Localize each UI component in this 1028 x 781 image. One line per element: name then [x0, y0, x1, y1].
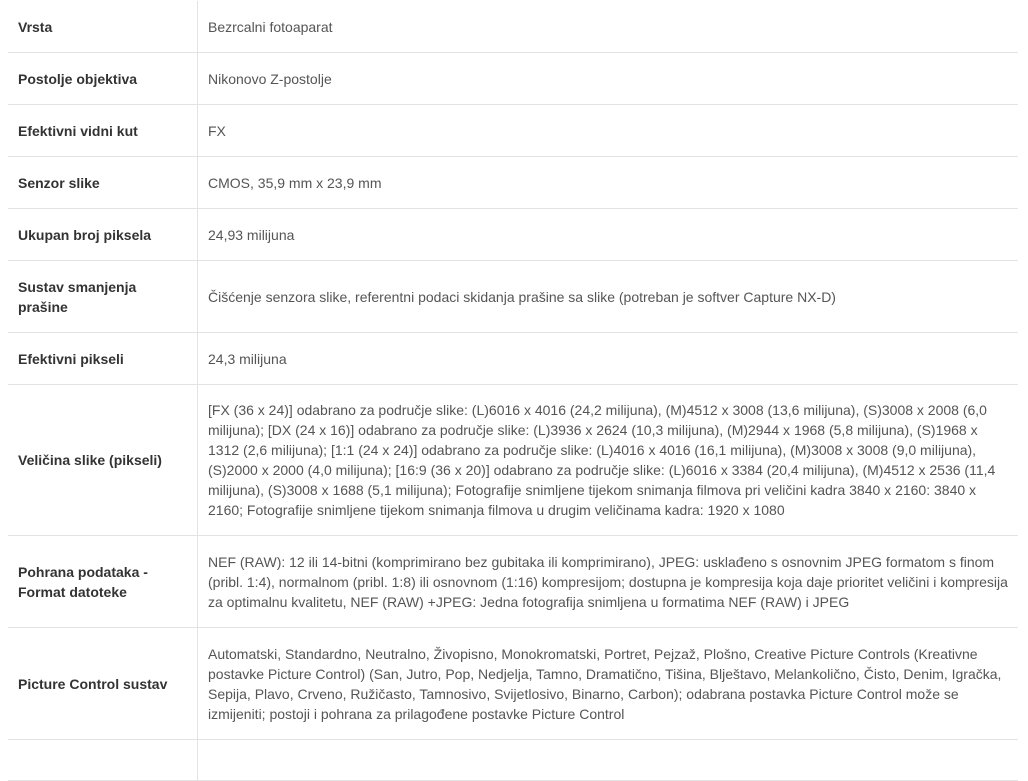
spec-label: Efektivni pikseli: [8, 333, 198, 384]
spec-row-next-partial: [8, 740, 1018, 781]
spec-value: 24,3 milijuna: [208, 350, 287, 367]
spec-row-total-pixels: [8, 209, 1018, 261]
spec-label: Ukupan broj piksela: [8, 209, 198, 260]
spec-row-type: [8, 1, 1018, 53]
spec-value-empty: [198, 740, 1018, 780]
spec-row-angle-of-view: [8, 105, 1018, 157]
spec-row-dust-reduction: [8, 261, 1018, 333]
spec-row-image-size: [8, 385, 1018, 536]
spec-row-effective-pixels: [8, 333, 1018, 385]
spec-value: Automatski, Standardno, Neutralno, Živopisno, Monokromatski, Portret, Pejzaž, Plošno, Creative Picture Controls (Kreativne postavke Picture Control) (San, Jutro, Pop, Nedjelja, Tamno, Dramatično, Tišina, Blještavo, Melankolično, Čisto, Denim, Igračka, Sepija, Plavo, Crveno, Ružičasto, Tamnosivo, Svijetlosivo, Binarno, Carbon); odabrana postavka Picture Control može se izmijeniti; postoji i pohrana za prilagođene postavke Picture Control: [208, 645, 1002, 722]
spec-label: Pohrana podataka - Format datoteke: [8, 536, 198, 627]
spec-row-file-format: [8, 536, 1018, 628]
spec-value: Bezrcalni fotoaparat: [208, 18, 333, 35]
spec-value: CMOS, 35,9 mm x 23,9 mm: [208, 174, 382, 191]
spec-table: [8, 1, 1018, 781]
spec-label: Senzor slike: [8, 157, 198, 208]
spec-label: Vrsta: [8, 1, 198, 52]
spec-row-picture-control: [8, 628, 1018, 740]
spec-label-empty: [8, 740, 198, 780]
spec-row-image-sensor: [8, 157, 1018, 209]
spec-label: Postolje objektiva: [8, 53, 198, 104]
spec-value: NEF (RAW): 12 ili 14-bitni (komprimirano bez gubitaka ili komprimirano), JPEG: usklađeno s osnovnim JPEG formatom s finom (pribl. 1:4), normalnom (pribl. 1:8) ili osnovnom (1:16) kompresijom; dostupna je kompresija koja daje prioritet veličini i kompresija za optimalnu kvalitetu, NEF (RAW) +JPEG: Jedna fotografija snimljena u formatima NEF (RAW) i JPEG: [208, 553, 1008, 610]
spec-value: Nikonovo Z-postolje: [208, 70, 332, 87]
spec-value: FX: [208, 122, 226, 139]
spec-label: Veličina slike (pikseli): [8, 385, 198, 535]
spec-label: Sustav smanjenja prašine: [8, 261, 198, 332]
spec-value: Čišćenje senzora slike, referentni podaci skidanja prašine sa slike (potreban je softver Capture NX-D): [208, 288, 836, 305]
spec-label: Picture Control sustav: [8, 628, 198, 739]
spec-row-lens-mount: [8, 53, 1018, 105]
spec-value: 24,93 milijuna: [208, 226, 295, 243]
spec-value: [FX (36 x 24)] odabrano za područje slike: (L)6016 x 4016 (24,2 milijuna), (M)4512 x 3008 (13,6 milijuna), (S)3008 x 2008 (6,0 milijuna); [DX (24 x 16)] odabrano za područje slike: (L)3936 x 2624 (10,3 milijuna), (M)2944 x 1968 (5,8 milijuna), (S)1968 x 1312 (2,6 milijuna); [1:1 (24 x 24)] odabrano za područje slike: (L)4016 x 4016 (16,1 milijuna), (M)3008 x 3008 (9,0 milijuna), (S)2000 x 2000 (4,0 milijuna); [16:9 (36 x 20)] odabrano za područje slike: (L)6016 x 3384 (20,4 milijuna), (M)4512 x 2536 (11,4 milijuna), (S)3008 x 1688 (5,1 milijuna); Fotografije snimljene tijekom snimanja filmova pri veličini kadra 3840 x 2160: 3840 x 2160; Fotografije snimljene tijekom snimanja filmova u drugim veličinama kadra: 1920 x 1080: [208, 402, 996, 518]
spec-label: Efektivni vidni kut: [8, 105, 198, 156]
